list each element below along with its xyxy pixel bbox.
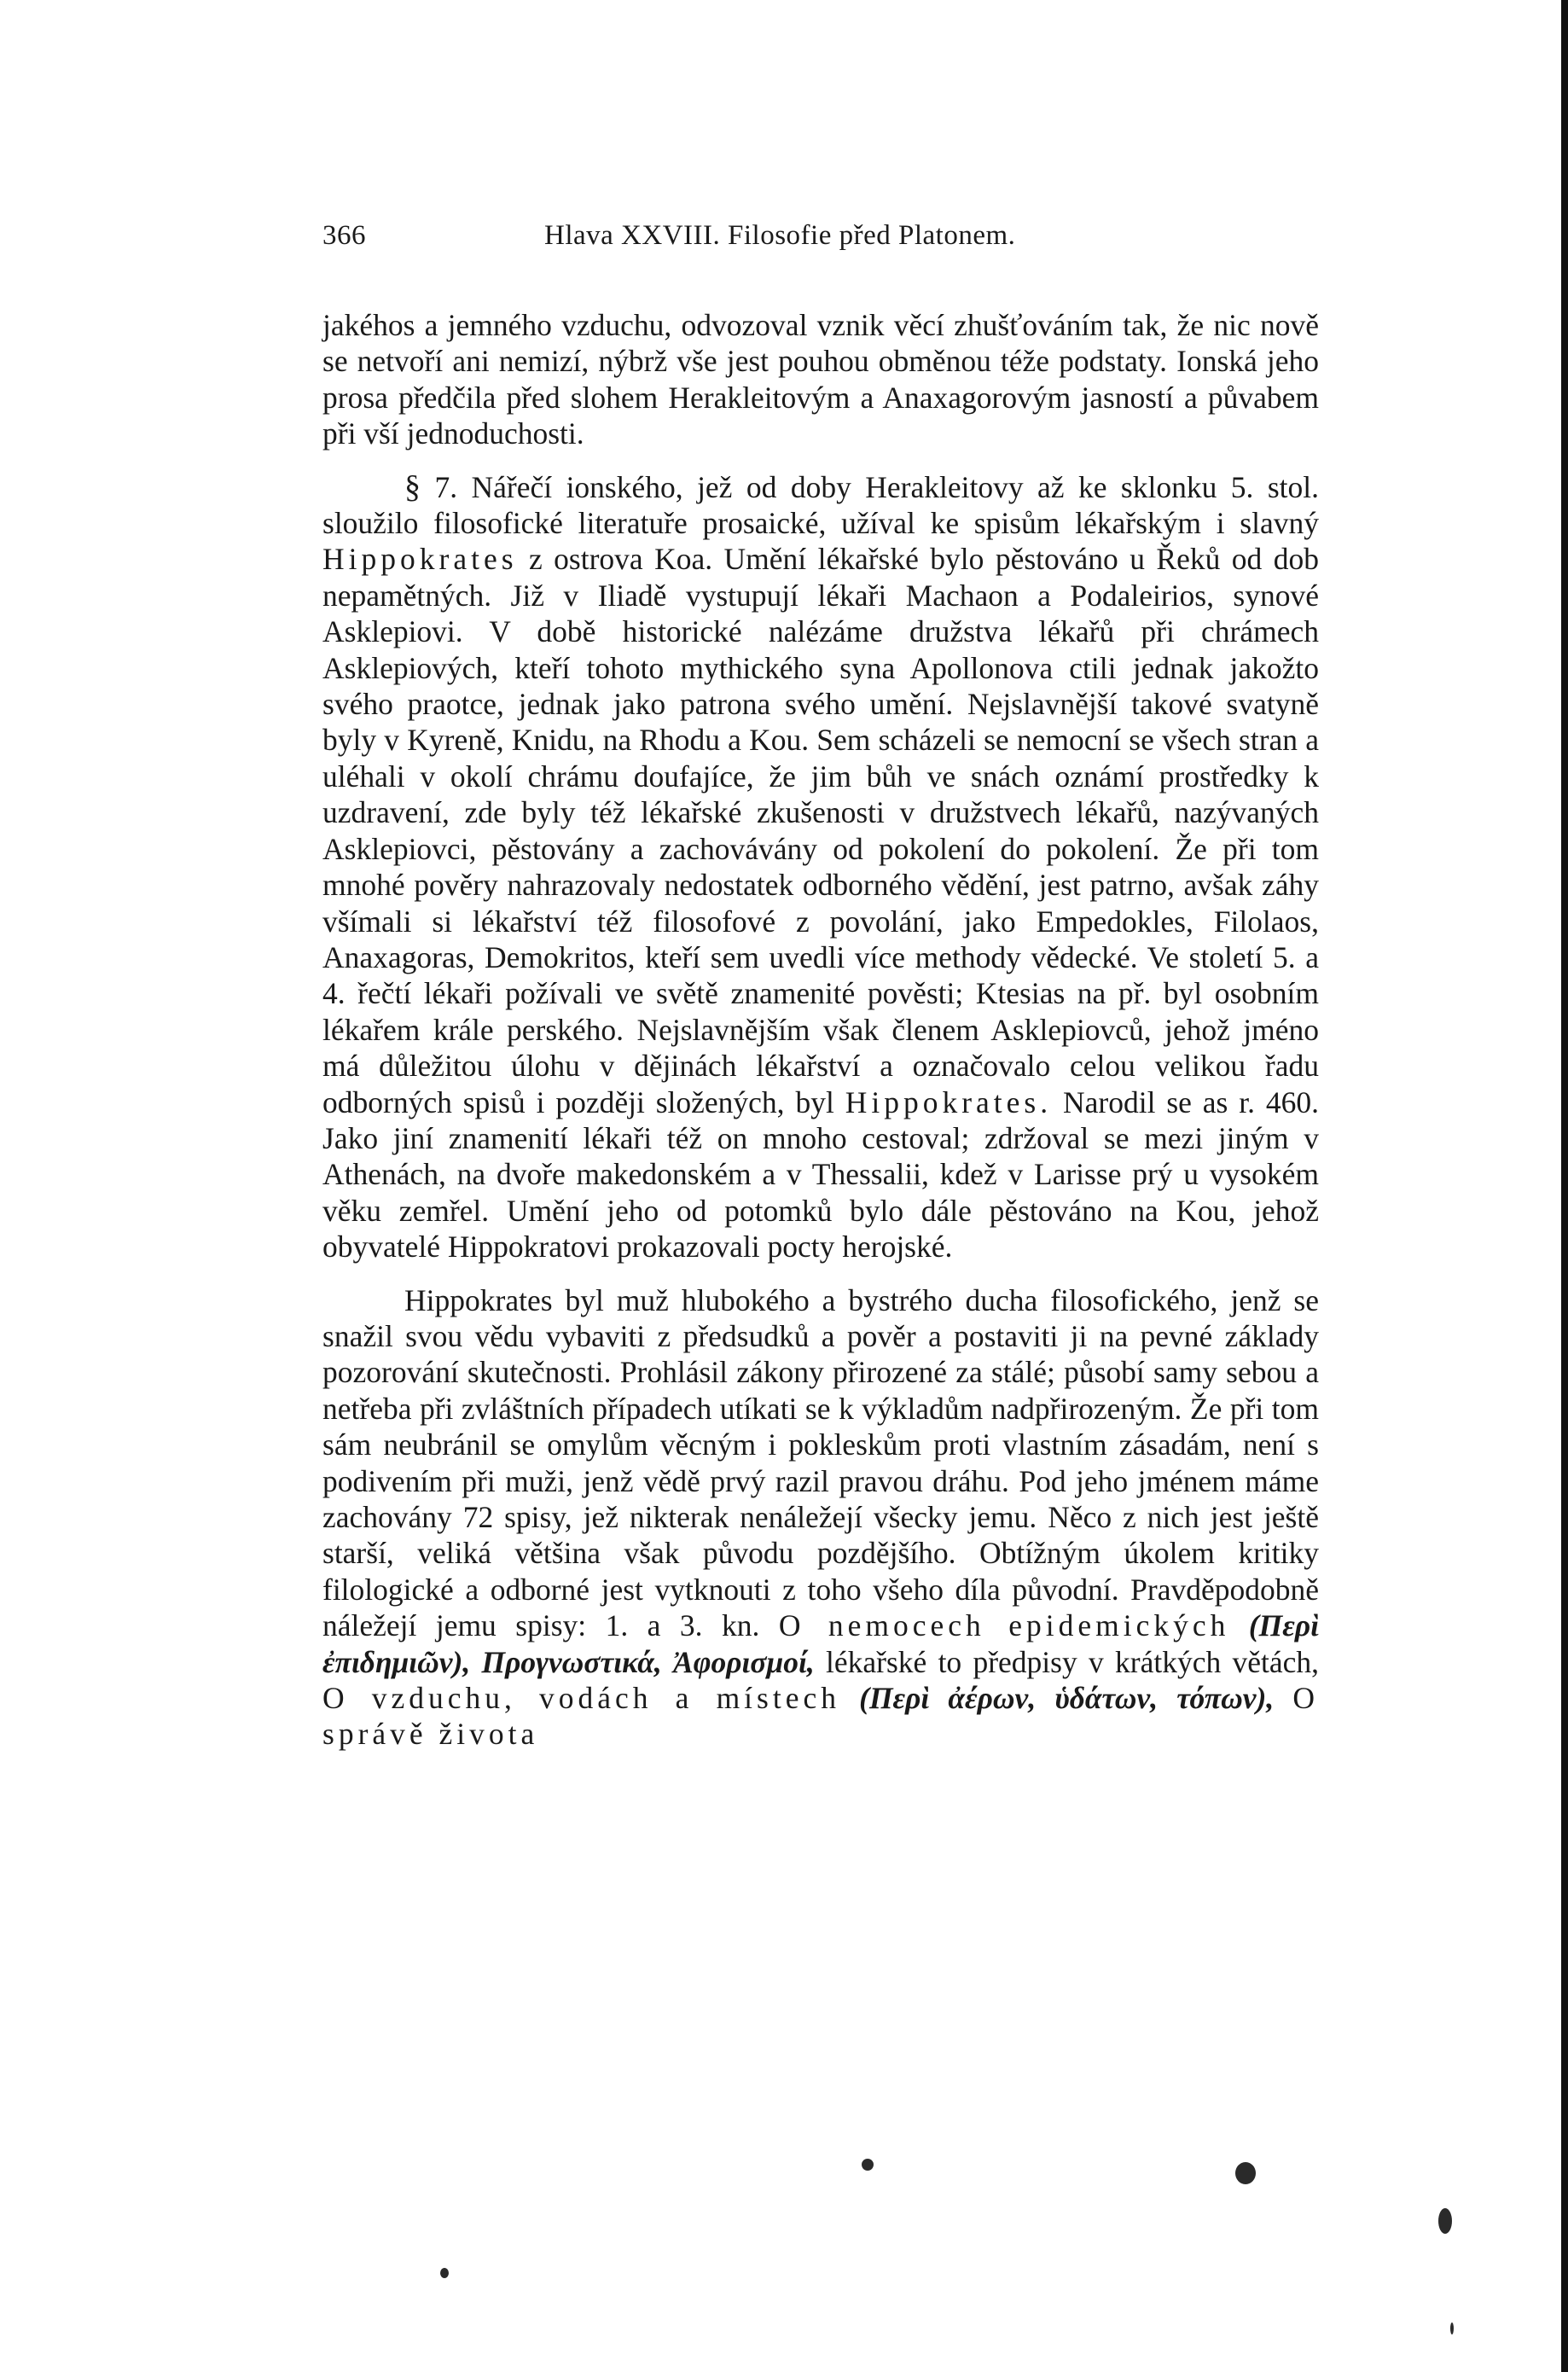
greek-title-epidemics: (Περὶ ἐπιδημιῶν),	[322, 1608, 1319, 1679]
book-page	[322, 220, 1319, 1753]
work-title-regimen: O správě života	[322, 1681, 1320, 1752]
scan-border	[1561, 0, 1568, 2372]
scan-spot	[1438, 2208, 1452, 2234]
scan-spot	[440, 2268, 449, 2278]
paragraph-1	[322, 307, 1319, 452]
paragraph-3-text-b: lékařské to předpisy v krátkých větách,	[826, 1644, 1319, 1679]
paragraph-3-text-a: Hippokrates byl muž hlubokého a bystrého ducha filosofického, jenž se snažil svou vědu vybaviti z předsudků a pověr a postaviti ji na pevné základy pozorování skutečnosti. Prohlásil zákony přirozené za stálé; působí samy sebou a netřeba při zvláštních případech utíkati se k výkladům nadpřirozeným. Že při tom sám neubránil se omylům věcným i pokleskům proti vlastním zásadám, není s podivením při muži, jenž vědě prvý razil pravou dráhu. Pod jeho jménem máme zachovány 72 spisy, jež nikterak nenáležejí všecky jemu. Něco z nich jest ještě starší, veliká většina však původu pozdějšího. Obtížným úkolem kritiky filologické a odborné jest vytknouti z toho všeho díla původní. Pravděpodobně náležejí jemu spisy: 1. a 3. kn.	[322, 1282, 1319, 1643]
paragraph-2	[322, 469, 1319, 1265]
paragraph-3	[322, 1282, 1319, 1753]
work-title-epidemics: O nemocech epidemických	[778, 1608, 1230, 1643]
paragraph-2-text-c: Narodil se as r. 460. Jako jiní znamenití lékaři též on mnoho cestoval; zdržoval se mezi jiným v Athenách, na dvoře makedonském a v Thessalii, kdež v Larisse prý u vysokém věku zemřel. Umění jeho od potomků bylo dále pěstováno na Kou, jehož obyvatelé Hippokratovi prokazovali pocty herojské.	[322, 1084, 1319, 1264]
scan-spot	[1235, 2162, 1256, 2184]
section-number: 7.	[434, 469, 458, 504]
section-symbol: §	[404, 468, 421, 505]
body-text	[322, 307, 1319, 1753]
scan-spot	[862, 2159, 874, 2171]
greek-title-aphorisms: Ἀφορισμοί,	[673, 1644, 815, 1679]
paragraph-1-text: jakéhos a jemného vzduchu, odvozoval vznik věcí zhušťováním tak, že nic nově se netvoří ani nemizí, nýbrž vše jest pouhou obměnou téže podstaty. Ionská jeho prosa předčila před slohem Herakleitovým a Anaxagorovým jasností a půvabem při vší jednoduchosti.	[322, 308, 1319, 451]
page-number: 366	[322, 220, 366, 251]
running-head	[322, 220, 1319, 259]
greek-title-airs: (Περὶ ἀέρων, ὑδάτων, τόπων),	[859, 1681, 1275, 1716]
name-hippokrates-2: Hippokrates.	[845, 1084, 1053, 1119]
paragraph-2-text-a: Nářečí ionského, jež od doby Herakleitovy až ke sklonku 5. stol. sloužilo filosofické literatuře prosaické, užíval ke spisům lékařským i slavný	[322, 469, 1320, 541]
chapter-title: Hlava XXVIII. Filosofie před Platonem.	[544, 220, 1016, 251]
paragraph-2-text-b: z ostrova Koa. Umění lékařské bylo pěstováno u Řeků od dob nepamětných. Již v Iliadě vystupují lékaři Machaon a Podaleirios, synové Asklepiovi. V době historické nalézáme družstva lékařů při chrámech Asklepiových, kteří tohoto mythického syna Apollonova ctili jednak jakožto svého praotce, jednak jako patrona svého umění. Nejslavnější takové svatyně byly v Kyreně, Knidu, na Rhodu a Kou. Sem scházeli se nemocní se všech stran a uléhali v okolí chrámu doufajíce, že jim bůh ve snách oznámí prostředky k uzdravení, zde byly též lékařské zkušenosti v družstvech lékařů, nazývaných Asklepiovci, pěstovány a zachovávány od pokolení do pokolení. Že při tom mnohé pověry nahrazovaly nedostatek odborného vědění, jest patrno, avšak záhy všímali si lékařství též filosofové z povolání, jako Empedokles, Filolaos, Anaxagoras, Demokritos, kteří sem uvedli více methody vědecké. Ve století 5. a 4. řečtí lékaři požívali ve světě znamenité pověsti; Ktesias na př. byl osobním lékařem krále perského. Nejslavnějším však členem Asklepiovců, jehož jméno má důležitou úlohu v dějinách lékařství a označovalo celou velikou řadu odborných spisů i později složených, byl	[322, 542, 1319, 1119]
greek-title-prognostics: Προγνωστικά,	[481, 1644, 662, 1679]
name-hippokrates: Hippokrates	[322, 542, 518, 577]
scan-spot	[1450, 2323, 1454, 2334]
work-title-airs: O vzduchu, vodách a místech	[322, 1681, 840, 1716]
